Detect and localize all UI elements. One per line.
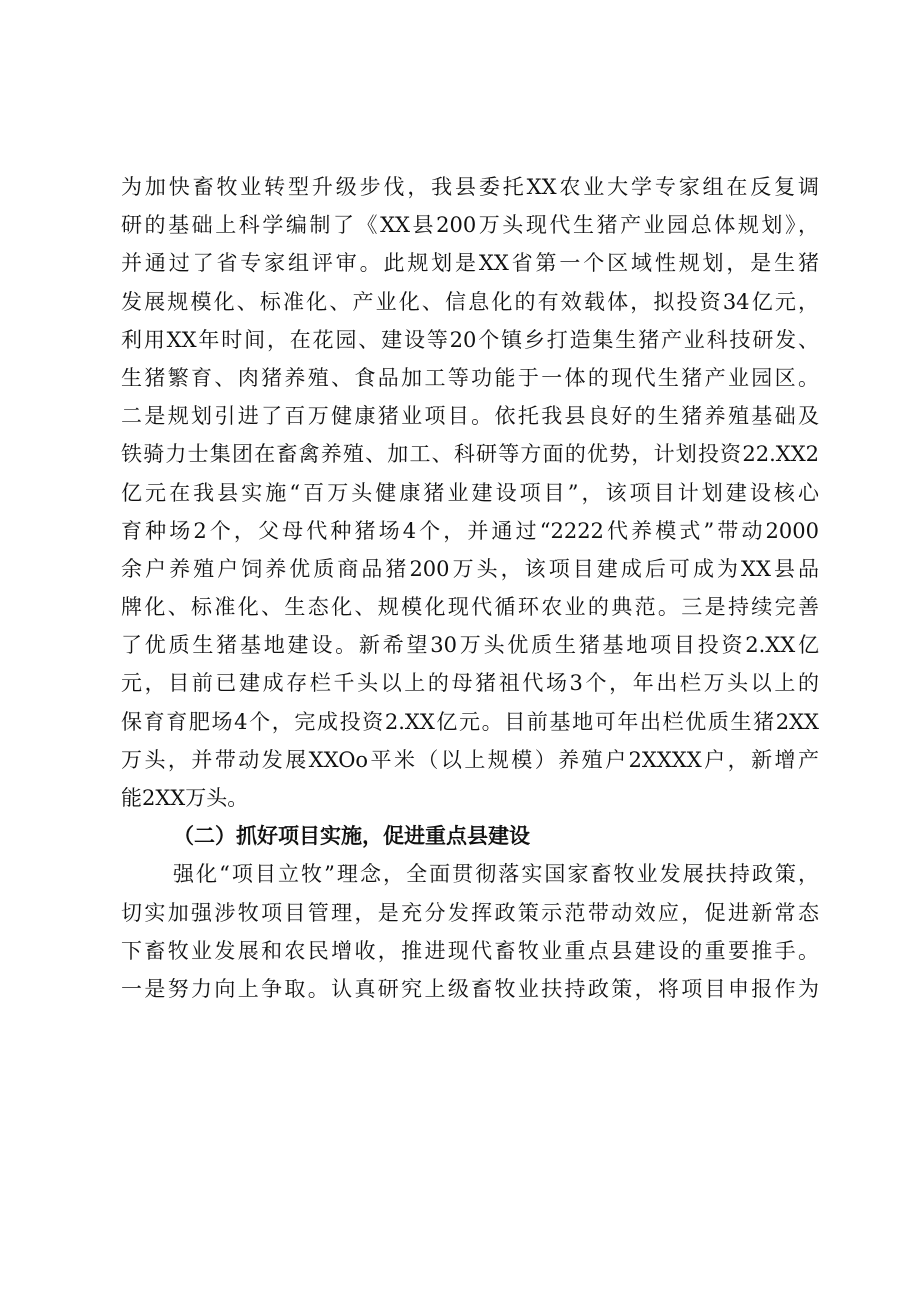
paragraph-line: 生猪繁育、肉猪养殖、食品加工等功能于一体的现代生猪产业园区。 xyxy=(121,365,819,390)
paragraph-line: 切实加强涉牧项目管理，是充分发挥政策示范带动效应，促进新常态 xyxy=(121,900,819,925)
paragraph-line: 并通过了省专家组评审。此规划是XX省第一个区域性规划，是生猪 xyxy=(121,251,819,276)
paragraph-line: 发展规模化、标准化、产业化、信息化的有效载体，拟投资34亿元， xyxy=(121,289,819,314)
paragraph-line: 元，目前已建成存栏千头以上的母猪祖代场3个，年出栏万头以上的 xyxy=(121,671,819,696)
paragraph-line: 强化“项目立牧”理念，全面贯彻落实国家畜牧业发展扶持政策， xyxy=(173,862,819,887)
paragraph-line: 二是规划引进了百万健康猪业项目。依托我县良好的生猪养殖基础及 xyxy=(121,404,819,429)
paragraph-line: 铁骑力士集团在畜禽养殖、加工、科研等方面的优势，计划投资22.XX2 xyxy=(121,442,819,467)
paragraph-line: 能2XX万头。 xyxy=(121,786,249,810)
paragraph-line: 万头，并带动发展XXOo平米（以上规模）养殖户2XXXX户，新增产 xyxy=(121,747,819,772)
paragraph-line: 保育育肥场4个，完成投资2.XX亿元。目前基地可年出栏优质生猪2XX xyxy=(121,709,819,734)
paragraph-line: 利用XX年时间，在花园、建设等20个镇乡打造集生猪产业科技研发、 xyxy=(121,327,819,352)
paragraph-line: 一是努力向上争取。认真研究上级畜牧业扶持政策，将项目申报作为 xyxy=(121,976,819,1001)
paragraph-line: 为加快畜牧业转型升级步伐，我县委托XX农业大学专家组在反复调 xyxy=(121,175,819,199)
paragraph-line: 了优质生猪基地建设。新希望30万头优质生猪基地项目投资2.XX亿 xyxy=(121,633,819,658)
paragraph-line: 牌化、标准化、生态化、规模化现代循环农业的典范。三是持续完善 xyxy=(121,595,819,620)
paragraph-line: 亿元在我县实施“百万头健康猪业建设项目”，该项目计划建设核心 xyxy=(121,480,819,505)
section-heading: （二）抓好项目实施，促进重点县建设 xyxy=(173,824,530,849)
document-body xyxy=(121,168,819,1008)
paragraph-line: 下畜牧业发展和农民增收，推进现代畜牧业重点县建设的重要推手。 xyxy=(121,938,819,963)
paragraph-line: 育种场2个，父母代种猪场4个，并通过“2222代养模式”带动2000 xyxy=(121,518,819,543)
paragraph-line: 余户养殖户饲养优质商品猪200万头，该项目建成后可成为XX县品 xyxy=(121,556,819,581)
paragraph-line: 研的基础上科学编制了《XX县200万头现代生猪产业园总体规划》， xyxy=(121,213,819,238)
